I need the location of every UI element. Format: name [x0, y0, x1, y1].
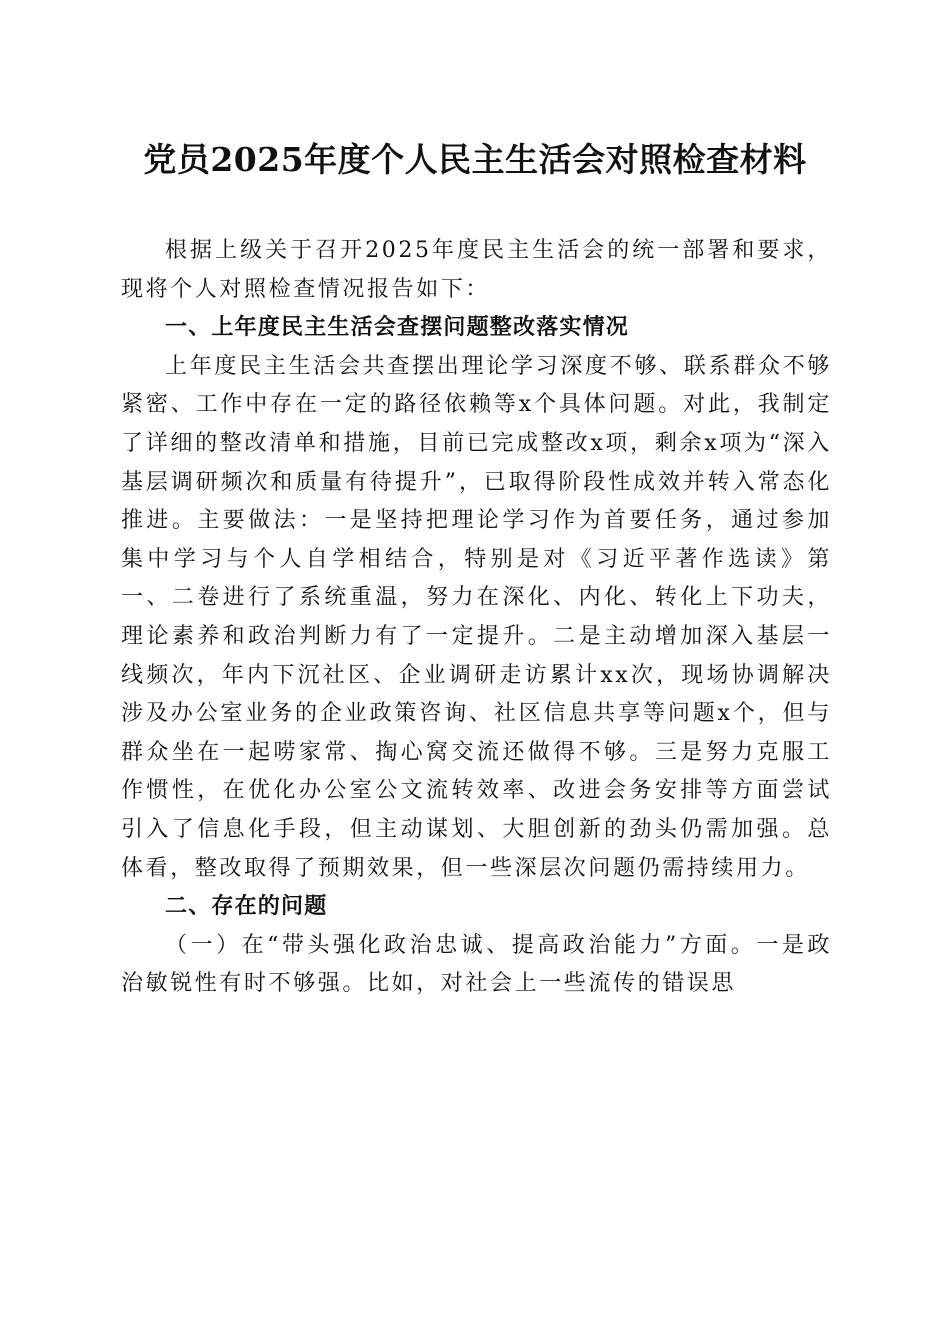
document-title: 党员2025年度个人民主生活会对照检查材料: [143, 140, 807, 179]
section-1-paragraph: 上年度民主生活会共查摆出理论学习深度不够、联系群众不够紧密、工作中存在一定的路径依赖等x个具体问题。对此，我制定了详细的整改清单和措施，目前已完成整改x项，剩余x项为“深入基层调研频次和质量有待提升”，已取得阶段性成效并转入常态化推进。主要做法：一是坚持把理论学习作为首要任务，通过参加集中学习与个人自学相结合，特别是对《习近平著作选读》第一、二卷进行了系统重温，努力在深化、内化、转化上下功夫，理论素养和政治判断力有了一定提升。二是主动增加深入基层一线频次，年内下沉社区、企业调研走访累计xx次，现场协调解决涉及办公室业务的企业政策咨询、社区信息共享等问题x个，但与群众坐在一起唠家常、掏心窝交流还做得不够。三是努力克服工作惯性，在优化办公室公文流转效率、改进会务安排等方面尝试引入了信息化手段，但主动谋划、大胆创新的劲头仍需加强。总体看，整改取得了预期效果，但一些深层次问题仍需持续用力。: [121, 353, 832, 881]
document-body: [121, 232, 832, 1004]
intro-paragraph: 根据上级关于召开2025年度民主生活会的统一部署和要求，现将个人对照检查情况报告如下：: [121, 238, 832, 302]
section-2-heading: 二、存在的问题: [165, 894, 328, 920]
section-2-paragraph: （一）在“带头强化政治忠诚、提高政治能力”方面。一是政治敏锐性有时不够强。比如，对社会上一些流传的错误思: [121, 932, 832, 997]
section-1-heading: 一、上年度民主生活会查摆问题整改落实情况: [165, 315, 630, 341]
